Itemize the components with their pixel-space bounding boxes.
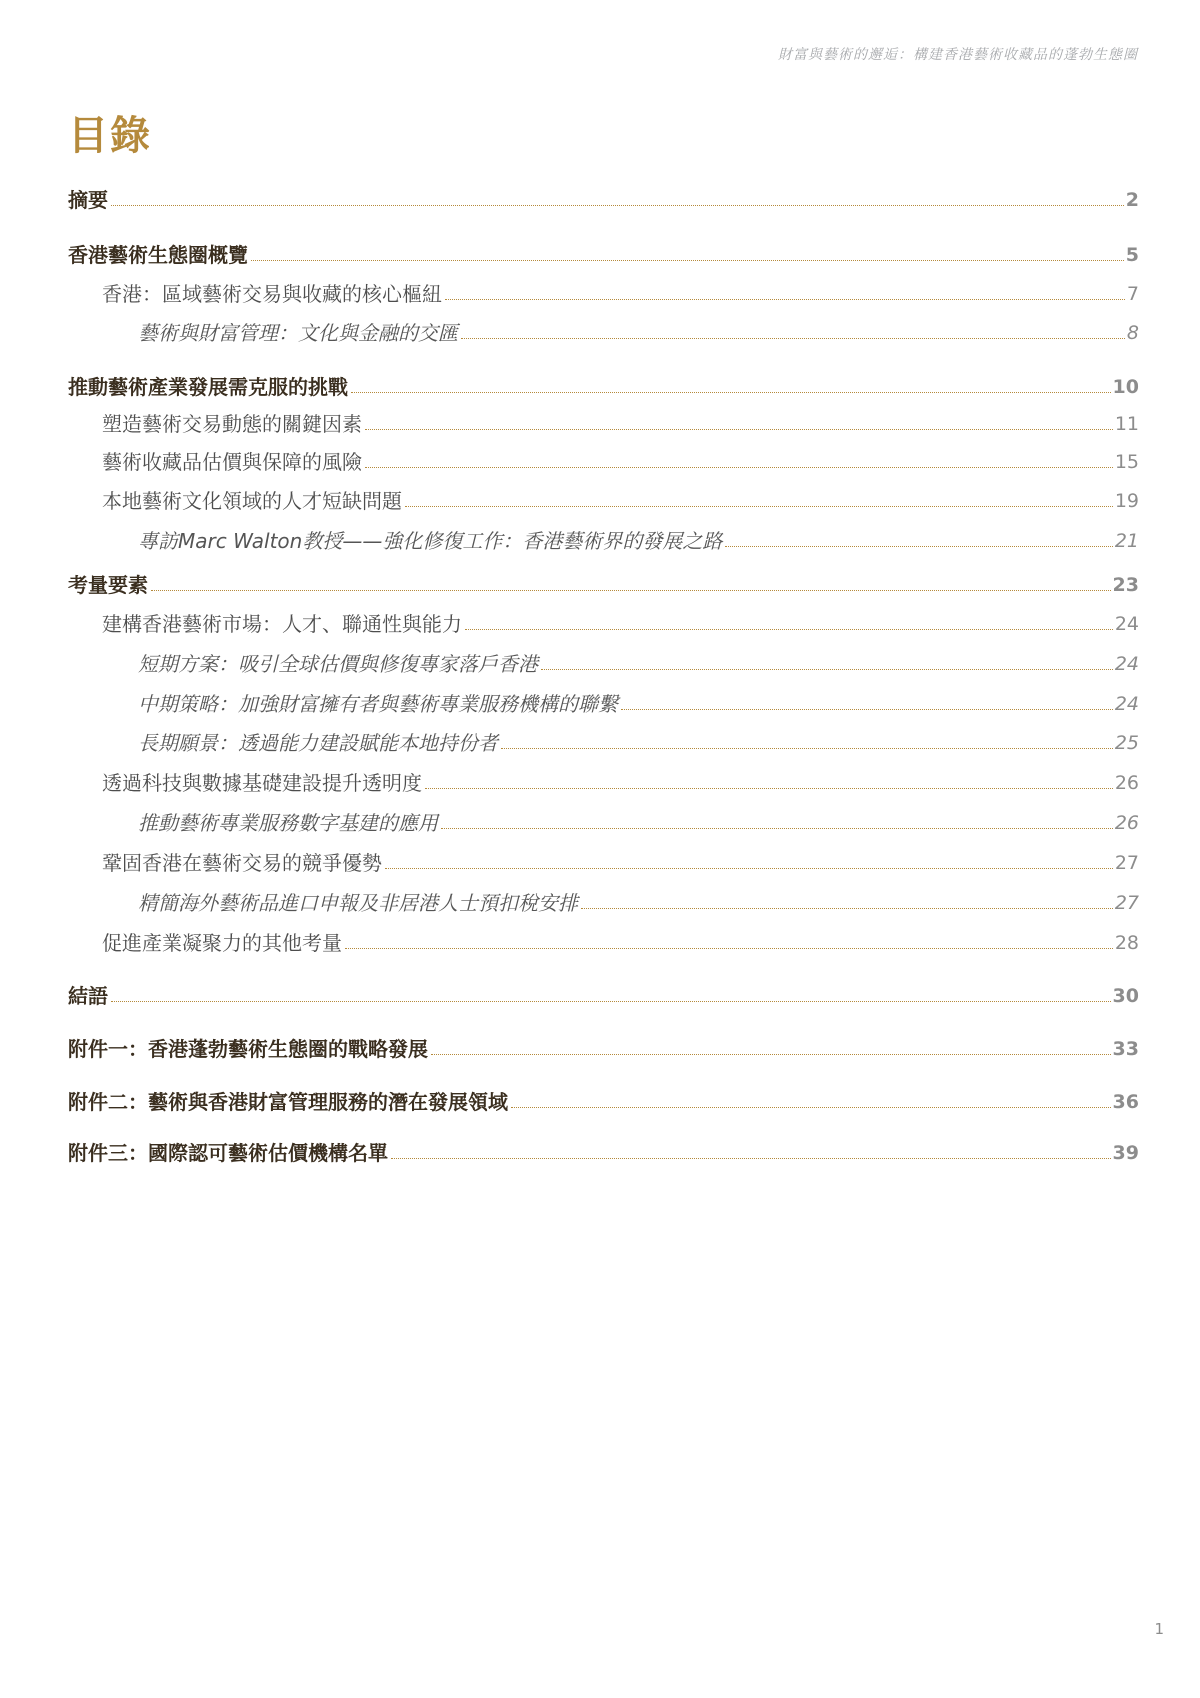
toc-entry[interactable]	[68, 1139, 1139, 1167]
toc-page-number: 10	[1112, 376, 1139, 398]
toc-entry-label: 附件三：國際認可藝術估價機構名單	[68, 1141, 388, 1165]
toc-entry-label: 鞏固香港在藝術交易的競爭優勢	[102, 851, 382, 875]
toc-entry[interactable]	[68, 1088, 1139, 1116]
dot-leader	[465, 629, 1113, 630]
toc-entry-label: 中期策略：加強財富擁有者與藝術專業服務機構的聯繫	[138, 692, 618, 716]
toc-entry[interactable]	[102, 849, 1139, 877]
toc-page-number: 26	[1114, 772, 1139, 794]
toc-entry[interactable]	[102, 448, 1139, 476]
toc-entry[interactable]	[68, 186, 1139, 214]
dot-leader	[111, 205, 1124, 206]
dot-leader	[345, 948, 1113, 949]
toc-page-number: 15	[1114, 451, 1139, 473]
toc-entry-label: 促進產業凝聚力的其他考量	[102, 931, 342, 955]
toc-entry[interactable]	[138, 650, 1139, 678]
toc-page-number: 21	[1114, 530, 1139, 552]
toc-page-number: 2	[1125, 189, 1139, 211]
toc-entry-label: 推動藝術產業發展需克服的挑戰	[68, 375, 348, 399]
toc-entry-label: 本地藝術文化領域的人才短缺問題	[102, 489, 402, 513]
dot-leader	[511, 1107, 1111, 1108]
dot-leader	[431, 1054, 1111, 1055]
dot-leader	[385, 868, 1113, 869]
toc-page-number: 25	[1114, 732, 1139, 754]
toc-page-number: 27	[1114, 892, 1139, 914]
dot-leader	[621, 709, 1113, 710]
toc-entry-label: 透過科技與數據基礎建設提升透明度	[102, 771, 422, 795]
toc-page-number: 30	[1112, 985, 1139, 1007]
toc-entry[interactable]	[102, 410, 1139, 438]
toc-entry[interactable]	[102, 280, 1139, 308]
toc-title: 目錄	[68, 113, 152, 159]
toc-entry[interactable]	[68, 982, 1139, 1010]
toc-entry-label: 短期方案：吸引全球估價與修復專家落戶香港	[138, 652, 538, 676]
toc-entry[interactable]	[138, 527, 1139, 555]
toc-entry-label: 藝術收藏品估價與保障的風險	[102, 450, 362, 474]
toc-page-number: 36	[1112, 1091, 1139, 1113]
dot-leader	[441, 828, 1113, 829]
toc-entry-label: 香港：區域藝術交易與收藏的核心樞紐	[102, 282, 442, 306]
toc-entry-label: 附件二：藝術與香港財富管理服務的潛在發展領域	[68, 1090, 508, 1114]
toc-entry-label: 專訪Marc Walton教授——強化修復工作：香港藝術界的發展之路	[138, 529, 723, 553]
toc-entry[interactable]	[102, 487, 1139, 515]
toc-entry-label: 考量要素	[68, 573, 148, 597]
toc-page-number: 5	[1125, 244, 1139, 266]
dot-leader	[151, 590, 1111, 591]
toc-page-number: 33	[1112, 1038, 1139, 1060]
dot-leader	[365, 429, 1113, 430]
toc-entry[interactable]	[138, 690, 1139, 718]
toc-page-number: 8	[1126, 322, 1139, 344]
toc-entry-label: 長期願景：透過能力建設賦能本地持份者	[138, 731, 498, 755]
toc-entry-label: 推動藝術專業服務數字基建的應用	[138, 811, 438, 835]
dot-leader	[365, 467, 1113, 468]
dot-leader	[251, 260, 1124, 261]
dot-leader	[581, 908, 1113, 909]
toc-entry[interactable]	[68, 571, 1139, 599]
toc-entry[interactable]	[102, 769, 1139, 797]
toc-entry-label: 摘要	[68, 188, 108, 212]
dot-leader	[541, 669, 1113, 670]
toc-entry[interactable]	[102, 610, 1139, 638]
toc-entry[interactable]	[102, 929, 1139, 957]
toc-page-number: 39	[1112, 1142, 1139, 1164]
toc-page-number: 19	[1114, 490, 1139, 512]
toc-page-number: 24	[1114, 653, 1139, 675]
dot-leader	[501, 748, 1113, 749]
toc-page-number: 24	[1114, 613, 1139, 635]
dot-leader	[445, 299, 1125, 300]
toc-entry[interactable]	[68, 241, 1139, 269]
toc-page-number: 28	[1114, 932, 1139, 954]
toc-entry-label: 香港藝術生態圈概覽	[68, 243, 248, 267]
toc-entry[interactable]	[68, 1035, 1139, 1063]
toc-page-number: 11	[1114, 413, 1139, 435]
toc-entry[interactable]	[68, 373, 1139, 401]
dot-leader	[351, 392, 1111, 393]
dot-leader	[725, 546, 1112, 547]
toc-entry-label: 建構香港藝術市場：人才、聯通性與能力	[102, 612, 462, 636]
dot-leader	[461, 338, 1125, 339]
toc-entry-label: 附件一：香港蓬勃藝術生態圈的戰略發展	[68, 1037, 428, 1061]
page-number: 1	[1154, 1620, 1164, 1638]
dot-leader	[391, 1158, 1111, 1159]
dot-leader	[405, 506, 1113, 507]
toc-page-number: 27	[1114, 852, 1139, 874]
running-header: 財富與藝術的邂逅：構建香港藝術收藏品的蓬勃生態圈	[778, 47, 1138, 63]
toc-entry-label: 結語	[68, 984, 108, 1008]
dot-leader	[425, 788, 1113, 789]
toc-entry[interactable]	[138, 319, 1139, 347]
toc-entry-label: 塑造藝術交易動態的關鍵因素	[102, 412, 362, 436]
toc-page-number: 7	[1126, 283, 1139, 305]
toc-entry[interactable]	[138, 809, 1139, 837]
toc-page-number: 24	[1114, 693, 1139, 715]
toc-entry-label: 藝術與財富管理：文化與金融的交匯	[138, 321, 458, 345]
dot-leader	[111, 1001, 1111, 1002]
toc-entry-label: 精簡海外藝術品進口申報及非居港人士預扣稅安排	[138, 891, 578, 915]
toc-page-number: 23	[1112, 574, 1139, 596]
toc-entry[interactable]	[138, 729, 1139, 757]
toc-entry[interactable]	[138, 889, 1139, 917]
toc-page-number: 26	[1114, 812, 1139, 834]
